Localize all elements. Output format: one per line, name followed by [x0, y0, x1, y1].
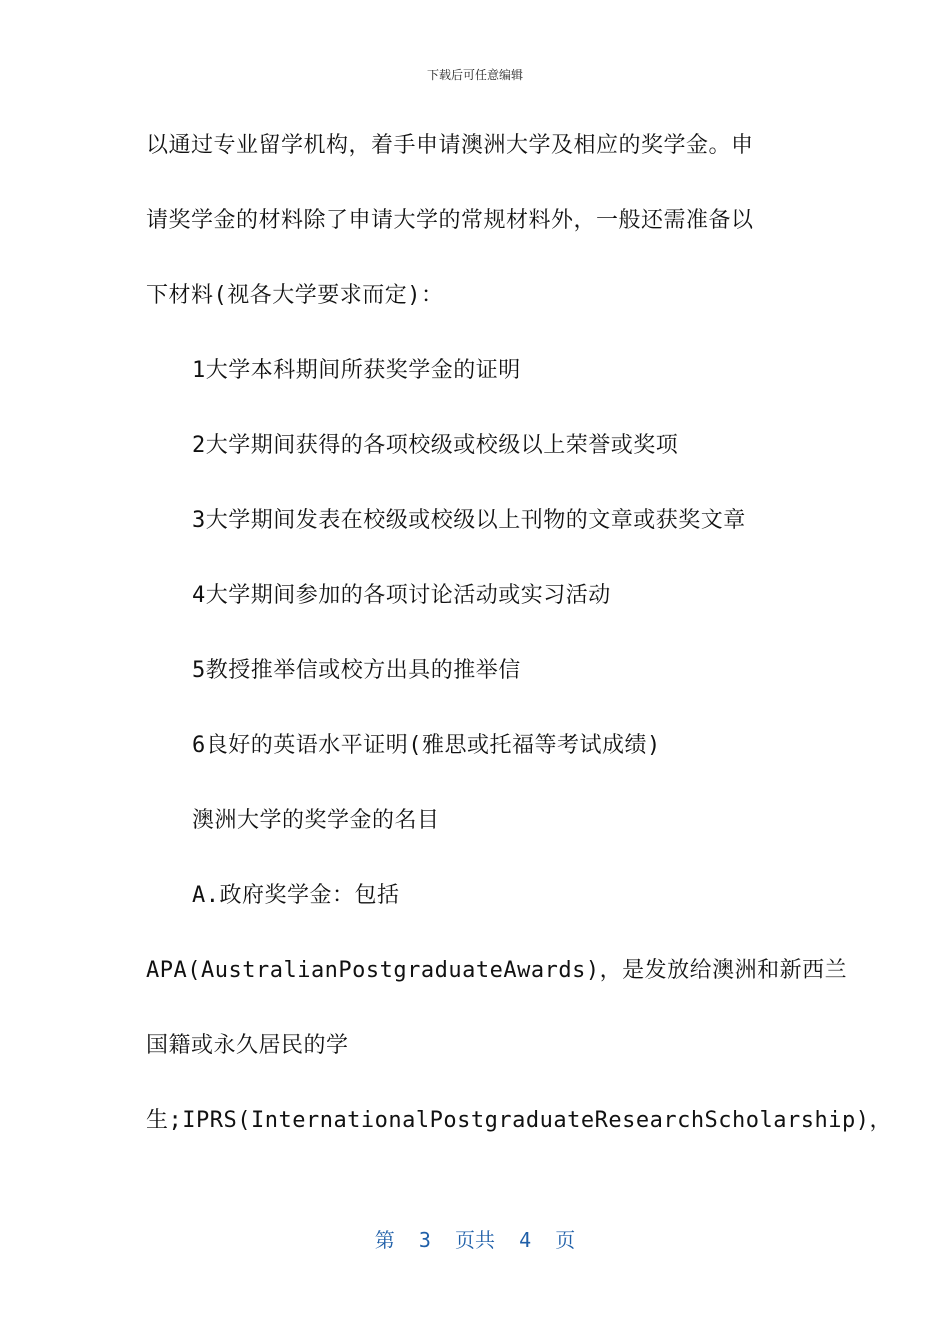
- document-body: [146, 108, 893, 1158]
- list-item: 2大学期间获得的各项校级或校级以上荣誉或奖项: [192, 433, 679, 458]
- paragraph-line: 以通过专业留学机构，着手申请澳洲大学及相应的奖学金。申: [146, 133, 754, 158]
- paragraph-line: 请奖学金的材料除了申请大学的常规材料外，一般还需准备以: [146, 208, 754, 233]
- page-header: 下载后可任意编辑: [426, 68, 523, 82]
- paragraph-line: 国籍或永久居民的学: [146, 1033, 349, 1058]
- paragraph-line: 下材料(视各大学要求而定)：: [146, 283, 444, 308]
- page-number-footer: 第 3 页共 4 页: [374, 1228, 576, 1252]
- list-item: 5教授推举信或校方出具的推举信: [192, 658, 521, 683]
- section-heading: 澳洲大学的奖学金的名目: [192, 808, 440, 833]
- subsection-heading: A.政府奖学金：包括: [192, 883, 400, 908]
- paragraph-line: APA(AustralianPostgraduateAwards)，是发放给澳洲和新西兰: [146, 958, 848, 983]
- list-item: 6良好的英语水平证明(雅思或托福等考试成绩): [192, 733, 661, 758]
- list-item: 4大学期间参加的各项讨论活动或实习活动: [192, 583, 611, 608]
- list-item: 1大学本科期间所获奖学金的证明: [192, 358, 521, 383]
- list-item: 3大学期间发表在校级或校级以上刊物的文章或获奖文章: [192, 508, 746, 533]
- paragraph-line: 生;IPRS(InternationalPostgraduateResearchScholarship)，: [146, 1108, 893, 1133]
